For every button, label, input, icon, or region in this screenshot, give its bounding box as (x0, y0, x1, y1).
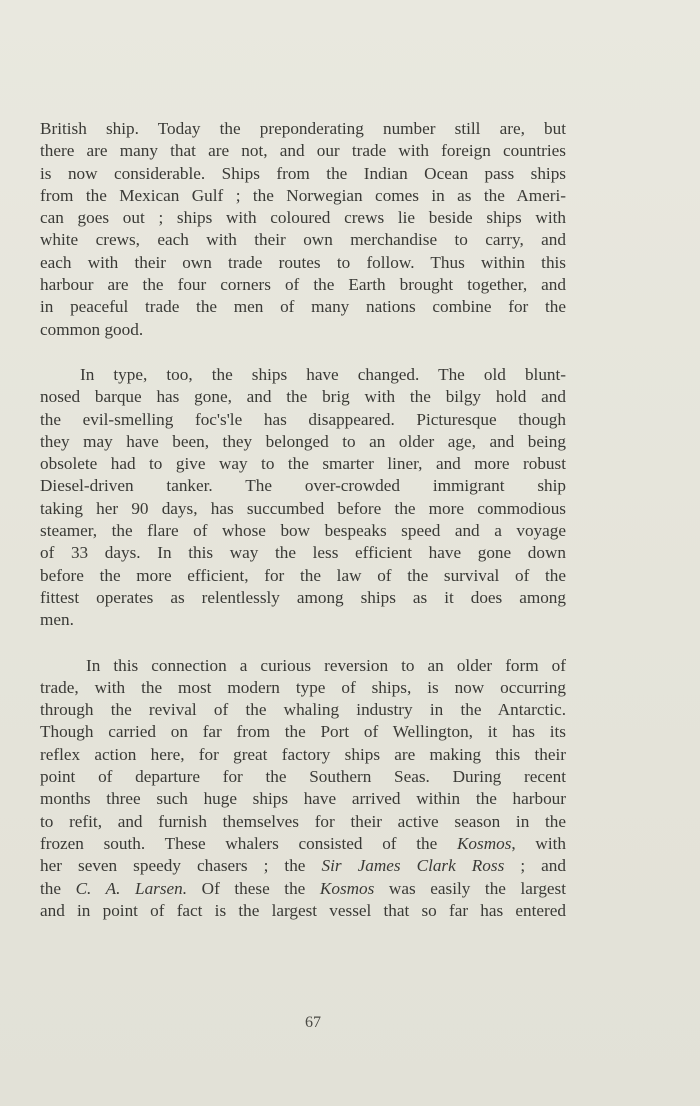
text-line: from the Mexican Gulf ; the Norwegian comes in as the Ameri- (40, 185, 566, 205)
text-line: white crews, each with their own merchandise to carry, and (40, 230, 566, 250)
text-line: common good. (40, 319, 144, 339)
text-line: obsolete had to give way to the smarter liner, and more robust (40, 454, 566, 474)
text-line: taking her 90 days, has succumbed before the more commodious (40, 498, 566, 518)
text-line: point of departure for the Southern Seas. During recent (40, 767, 566, 787)
text-line: steamer, the flare of whose bow bespeaks speed and a voyage (40, 521, 566, 541)
text-line: to refit, and furnish themselves for their active season in the (40, 811, 566, 831)
paragraph-2 (40, 364, 566, 632)
text-line: Diesel-driven tanker. The over-crowded immigrant ship (40, 476, 566, 496)
page-number: 67 (305, 1014, 321, 1031)
text-line: In this connection a curious reversion to an older form of (86, 655, 566, 675)
text-line: through the revival of the whaling industry in the Antarctic. (40, 700, 566, 720)
text-fragment: , with (511, 833, 566, 853)
text-line: in peaceful trade the men of many nations combine for the (40, 297, 566, 317)
text-line: harbour are the four corners of the Earth brought together, and (40, 275, 566, 295)
text-line: trade, with the most modern type of ships, is now occurring (40, 677, 566, 697)
text-line: before the more efficient, for the law of the survival of the (40, 565, 566, 585)
text-line: is now considerable. Ships from the Indian Ocean pass ships (40, 163, 566, 183)
ship-name-kosmos: Kosmos (319, 878, 375, 898)
text-fragment: frozen south. These whalers consisted of the (40, 833, 457, 853)
text-fragment: the (40, 878, 76, 898)
text-line: Though carried on far from the Port of Wellington, it has its (40, 722, 566, 742)
text-line: reflex action here, for great factory ships are making this their (40, 744, 566, 764)
text-line: they may have been, they belonged to an older age, and being (40, 431, 566, 451)
text-line (40, 878, 566, 900)
text-line: the evil-smelling foc's'le has disappeared. Picturesque though (40, 409, 566, 429)
ship-name-ca-larsen: C. A. Larsen. (75, 878, 188, 898)
text-fragment: her seven speedy chasers ; the (40, 856, 322, 876)
text-line: fittest operates as relentlessly among ships as it does among (40, 587, 566, 607)
text-line: nosed barque has gone, and the brig with the bilgy hold and (40, 387, 566, 407)
text-fragment: ; and (504, 856, 566, 876)
text-line (40, 833, 566, 855)
text-line: each with their own trade routes to follow. Thus within this (40, 252, 566, 272)
text-line: and in point of fact is the largest vessel that so far has entered (40, 900, 566, 920)
text-fragment: Of these the (187, 878, 320, 898)
text-line: there are many that are not, and our trade with foreign countries (40, 141, 566, 161)
paragraph-1 (40, 118, 566, 341)
text-line: In type, too, the ships have changed. The old blunt- (80, 364, 566, 384)
text-fragment: was easily the largest (374, 878, 567, 898)
text-line: British ship. Today the preponderating number still are, but (40, 119, 566, 138)
body-text (40, 118, 566, 922)
text-line: of 33 days. In this way the less efficient have gone down (40, 543, 566, 563)
text-line: months three such huge ships have arrived within the harbour (40, 789, 566, 809)
text-line: men. (40, 610, 74, 630)
text-line: can goes out ; ships with coloured crews lie beside ships with (40, 208, 566, 228)
paragraph-3 (40, 655, 566, 923)
ship-name-sir-james-clark-ross: Sir James Clark Ross (321, 856, 505, 876)
text-line (40, 855, 566, 877)
ship-name-kosmos: Kosmos (456, 833, 512, 853)
